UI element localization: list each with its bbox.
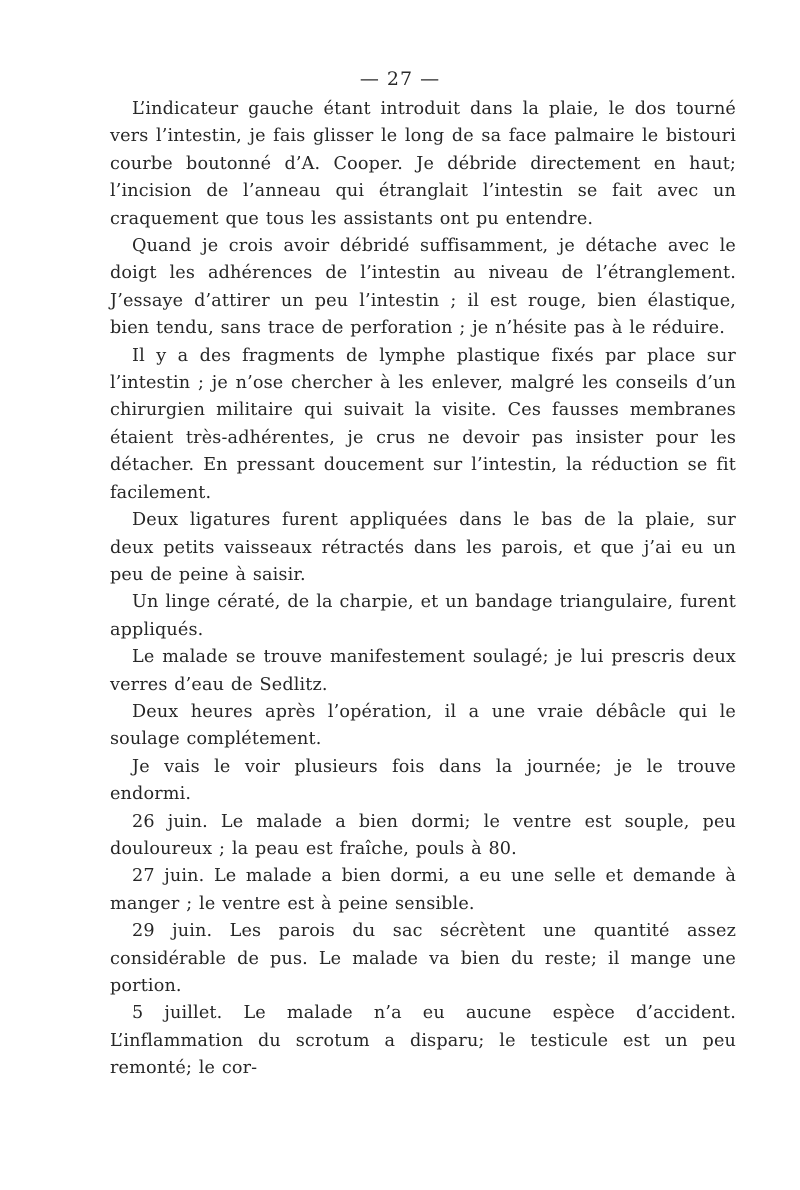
paragraph: L’indicateur gauche étant introduit dans la plaie, le dos tourné vers l’intestin, je fais glisser le long de sa face palmaire le bistouri courbe boutonné d’A. Cooper. Je débride directement en haut; l’incision de l’anneau qui étranglait l’intestin se fait avec un craquement que tous les assistants ont pu entendre. — [110, 99, 736, 229]
paragraph: Quand je crois avoir débridé suffisamment, je détache avec le doigt les adhérences de l’intestin au niveau de l’étranglement. J’essaye d’attirer un peu l’intestin ; il est rouge, bien élastique, bien tendu, sans trace de perforation ; je n’hésite pas à le réduire. — [110, 236, 736, 339]
paragraph: 26 juin. Le malade a bien dormi; le ventre est souple, peu douloureux ; la peau est fraîche, pouls à 80. — [110, 811, 736, 859]
paragraph: Le malade se trouve manifestement soulagé; je lui prescris deux verres d’eau de Sedlitz. — [110, 647, 736, 695]
paragraph: 5 juillet. Le malade n’a eu aucune espèce d’accident. L’inflammation du scrotum a disparu; le testicule est un peu remonté; le cor- — [110, 1003, 736, 1079]
paragraph: Il y a des fragments de lymphe plastique fixés par place sur l’intestin ; je n’ose chercher à les enlever, malgré les conseils d’un chirurgien militaire qui suivait la visite. Ces fausses membranes étaient très-adhérentes, je crus ne devoir pas insister pour les détacher. En pressant doucement sur l’intestin, la réduction se fit facilement. — [110, 345, 736, 503]
paragraph: Deux heures après l’opération, il a une vraie débâcle qui le soulage complétement. — [110, 701, 736, 750]
page-number: — 27 — — [359, 68, 441, 90]
body-text — [110, 96, 736, 1083]
paragraph: Je vais le voir plusieurs fois dans la journée; je le trouve endormi. — [110, 756, 736, 805]
paragraph: 27 juin. Le malade a bien dormi, a eu une selle et demande à manger ; le ventre est à peine sensible. — [110, 866, 736, 914]
paragraph: Deux ligatures furent appliquées dans le bas de la plaie, sur deux petits vaisseaux rétractés dans les parois, et que j’ai eu un peu de peine à saisir. — [110, 510, 736, 585]
paragraph: 29 juin. Les parois du sac sécrètent une quantité assez considérable de pus. Le malade va bien du reste; il mange une portion. — [110, 921, 736, 996]
paragraph: Un linge cératé, de la charpie, et un bandage triangulaire, furent appliqués. — [110, 592, 736, 640]
